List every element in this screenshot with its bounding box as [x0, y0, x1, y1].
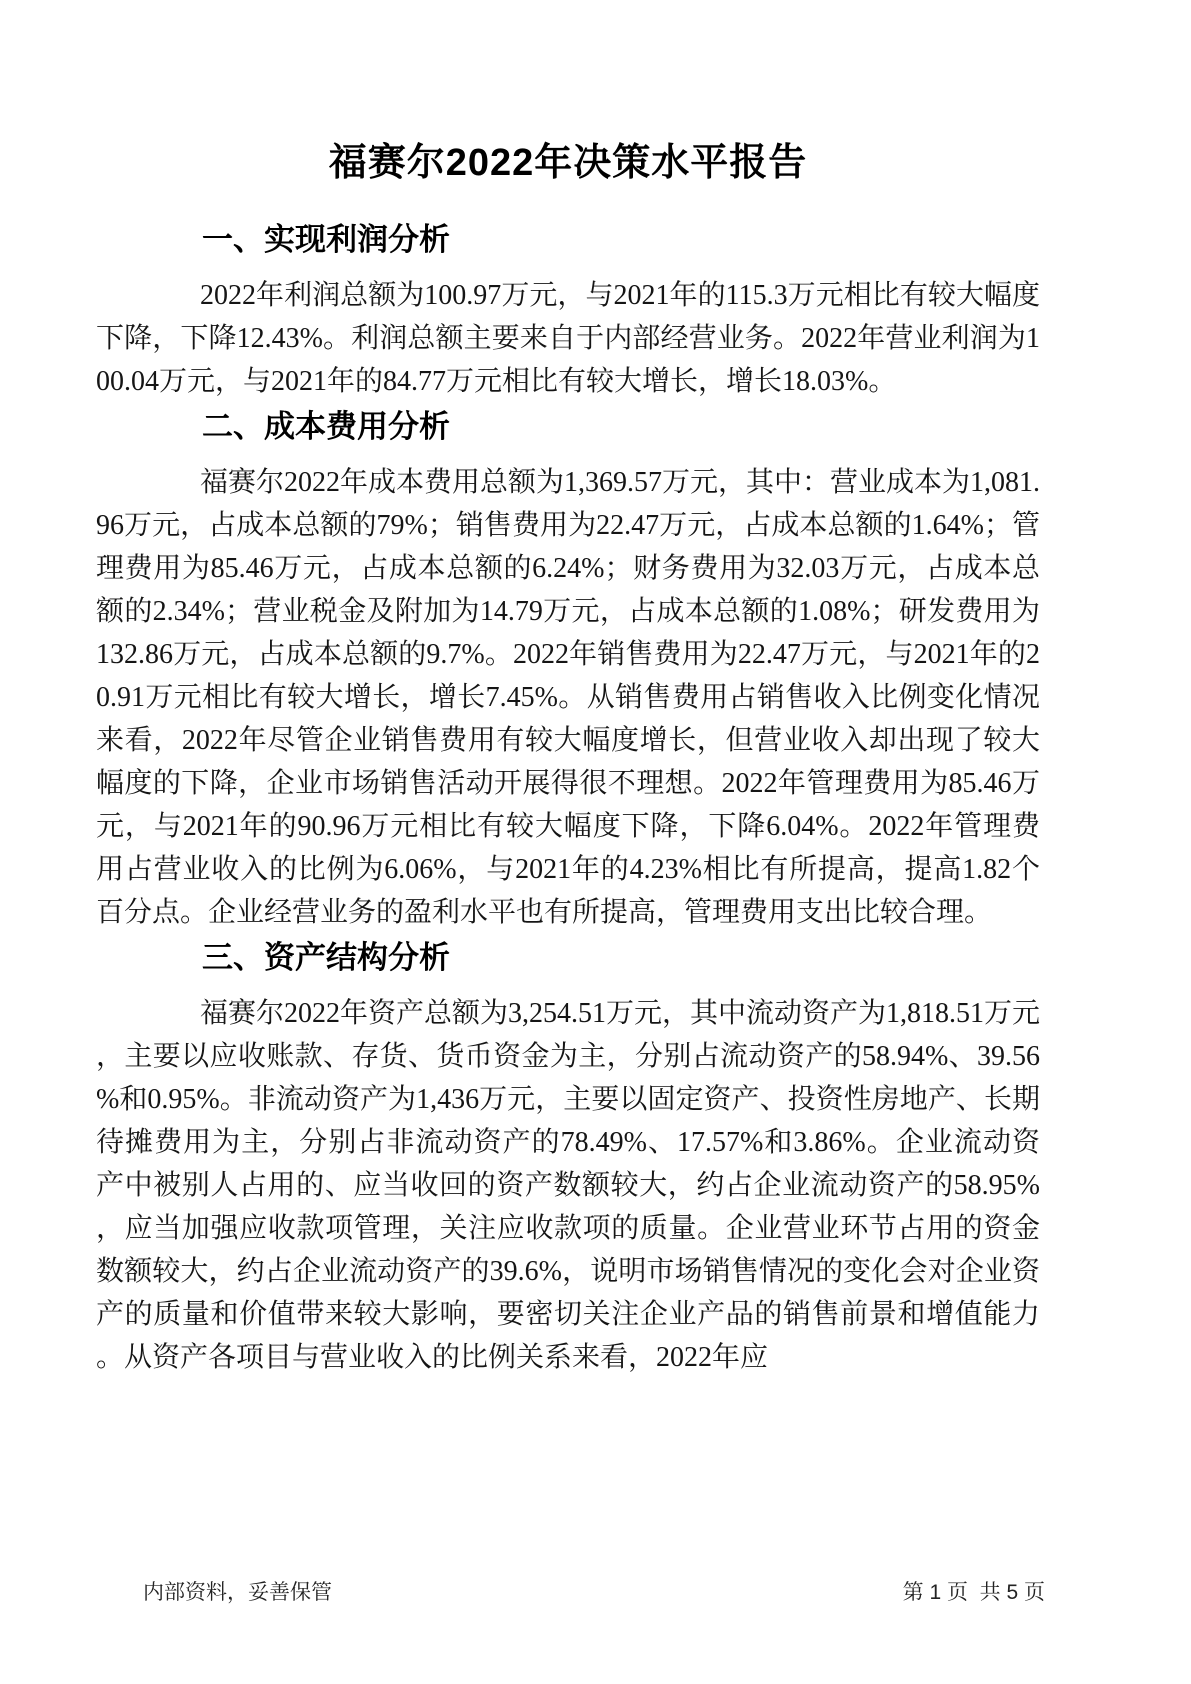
section-asset-structure-analysis — [96, 936, 1040, 1379]
section-profit-analysis — [96, 218, 1040, 403]
section-heading-asset: 三、资产结构分析 — [202, 940, 450, 975]
section-paragraph-asset: 福赛尔2022年资产总额为3,254.51万元，其中流动资产为1,818.51万元，主要以应收账款、存货、货币资金为主，分别占流动资产的58.94%、39.56%和0.95%。非流动资产为1,436万元，主要以固定资产、投资性房地产、长期待摊费用为主，分别占非流动资产的78.49%、17.57%和3.86%。企业流动资产中被别人占用的、应当收回的资产数额较大，约占企业流动资产的58.95%，应当加强应收款项管理，关注应收款项的质量。企业营业环节占用的资金数额较大，约占企业流动资产的39.6%，说明市场销售情况的变化会对企业资产的质量和价值带来较大影响，要密切关注企业产品的销售前景和增值能力。从资产各项目与营业收入的比例关系来看，2022年应 — [96, 998, 1041, 1373]
section-heading-profit: 一、实现利润分析 — [202, 222, 450, 257]
page-footer — [143, 1576, 1045, 1606]
section-paragraph-cost: 福赛尔2022年成本费用总额为1,369.57万元，其中：营业成本为1,081.96万元，占成本总额的79%；销售费用为22.47万元，占成本总额的1.64%；管理费用为85.46万元，占成本总额的6.24%；财务费用为32.03万元，占成本总额的2.34%；营业税金及附加为14.79万元，占成本总额的1.08%；研发费用为132.86万元，占成本总额的9.7%。2022年销售费用为22.47万元，与2021年的20.91万元相比有较大增长，增长7.45%。从销售费用占销售收入比例变化情况来看，2022年尽管企业销售费用有较大幅度增长，但营业收入却出现了较大幅度的下降，企业市场销售活动开展得很不理想。2022年管理费用为85.46万元，与2021年的90.96万元相比有较大幅度下降，下降6.04%。2022年管理费用占营业收入的比例为6.06%，与2021年的4.23%相比有所提高，提高1.82个百分点。企业经营业务的盈利水平也有所提高，管理费用支出比较合理。 — [96, 467, 1041, 928]
page-title: 福赛尔2022年决策水平报告 — [328, 142, 808, 184]
footer-page-number: 第 1 页 共 5 页 — [902, 1581, 1045, 1604]
section-paragraph-profit: 2022年利润总额为100.97万元，与2021年的115.3万元相比有较大幅度下降，下降12.43%。利润总额主要来自于内部经营业务。2022年营业利润为100.04万元，与2021年的84.77万元相比有较大增长，增长18.03%。 — [96, 280, 1040, 397]
section-cost-analysis — [96, 405, 1040, 934]
section-heading-cost: 二、成本费用分析 — [202, 409, 450, 444]
footer-confidential-note: 内部资料，妥善保管 — [143, 1581, 332, 1604]
